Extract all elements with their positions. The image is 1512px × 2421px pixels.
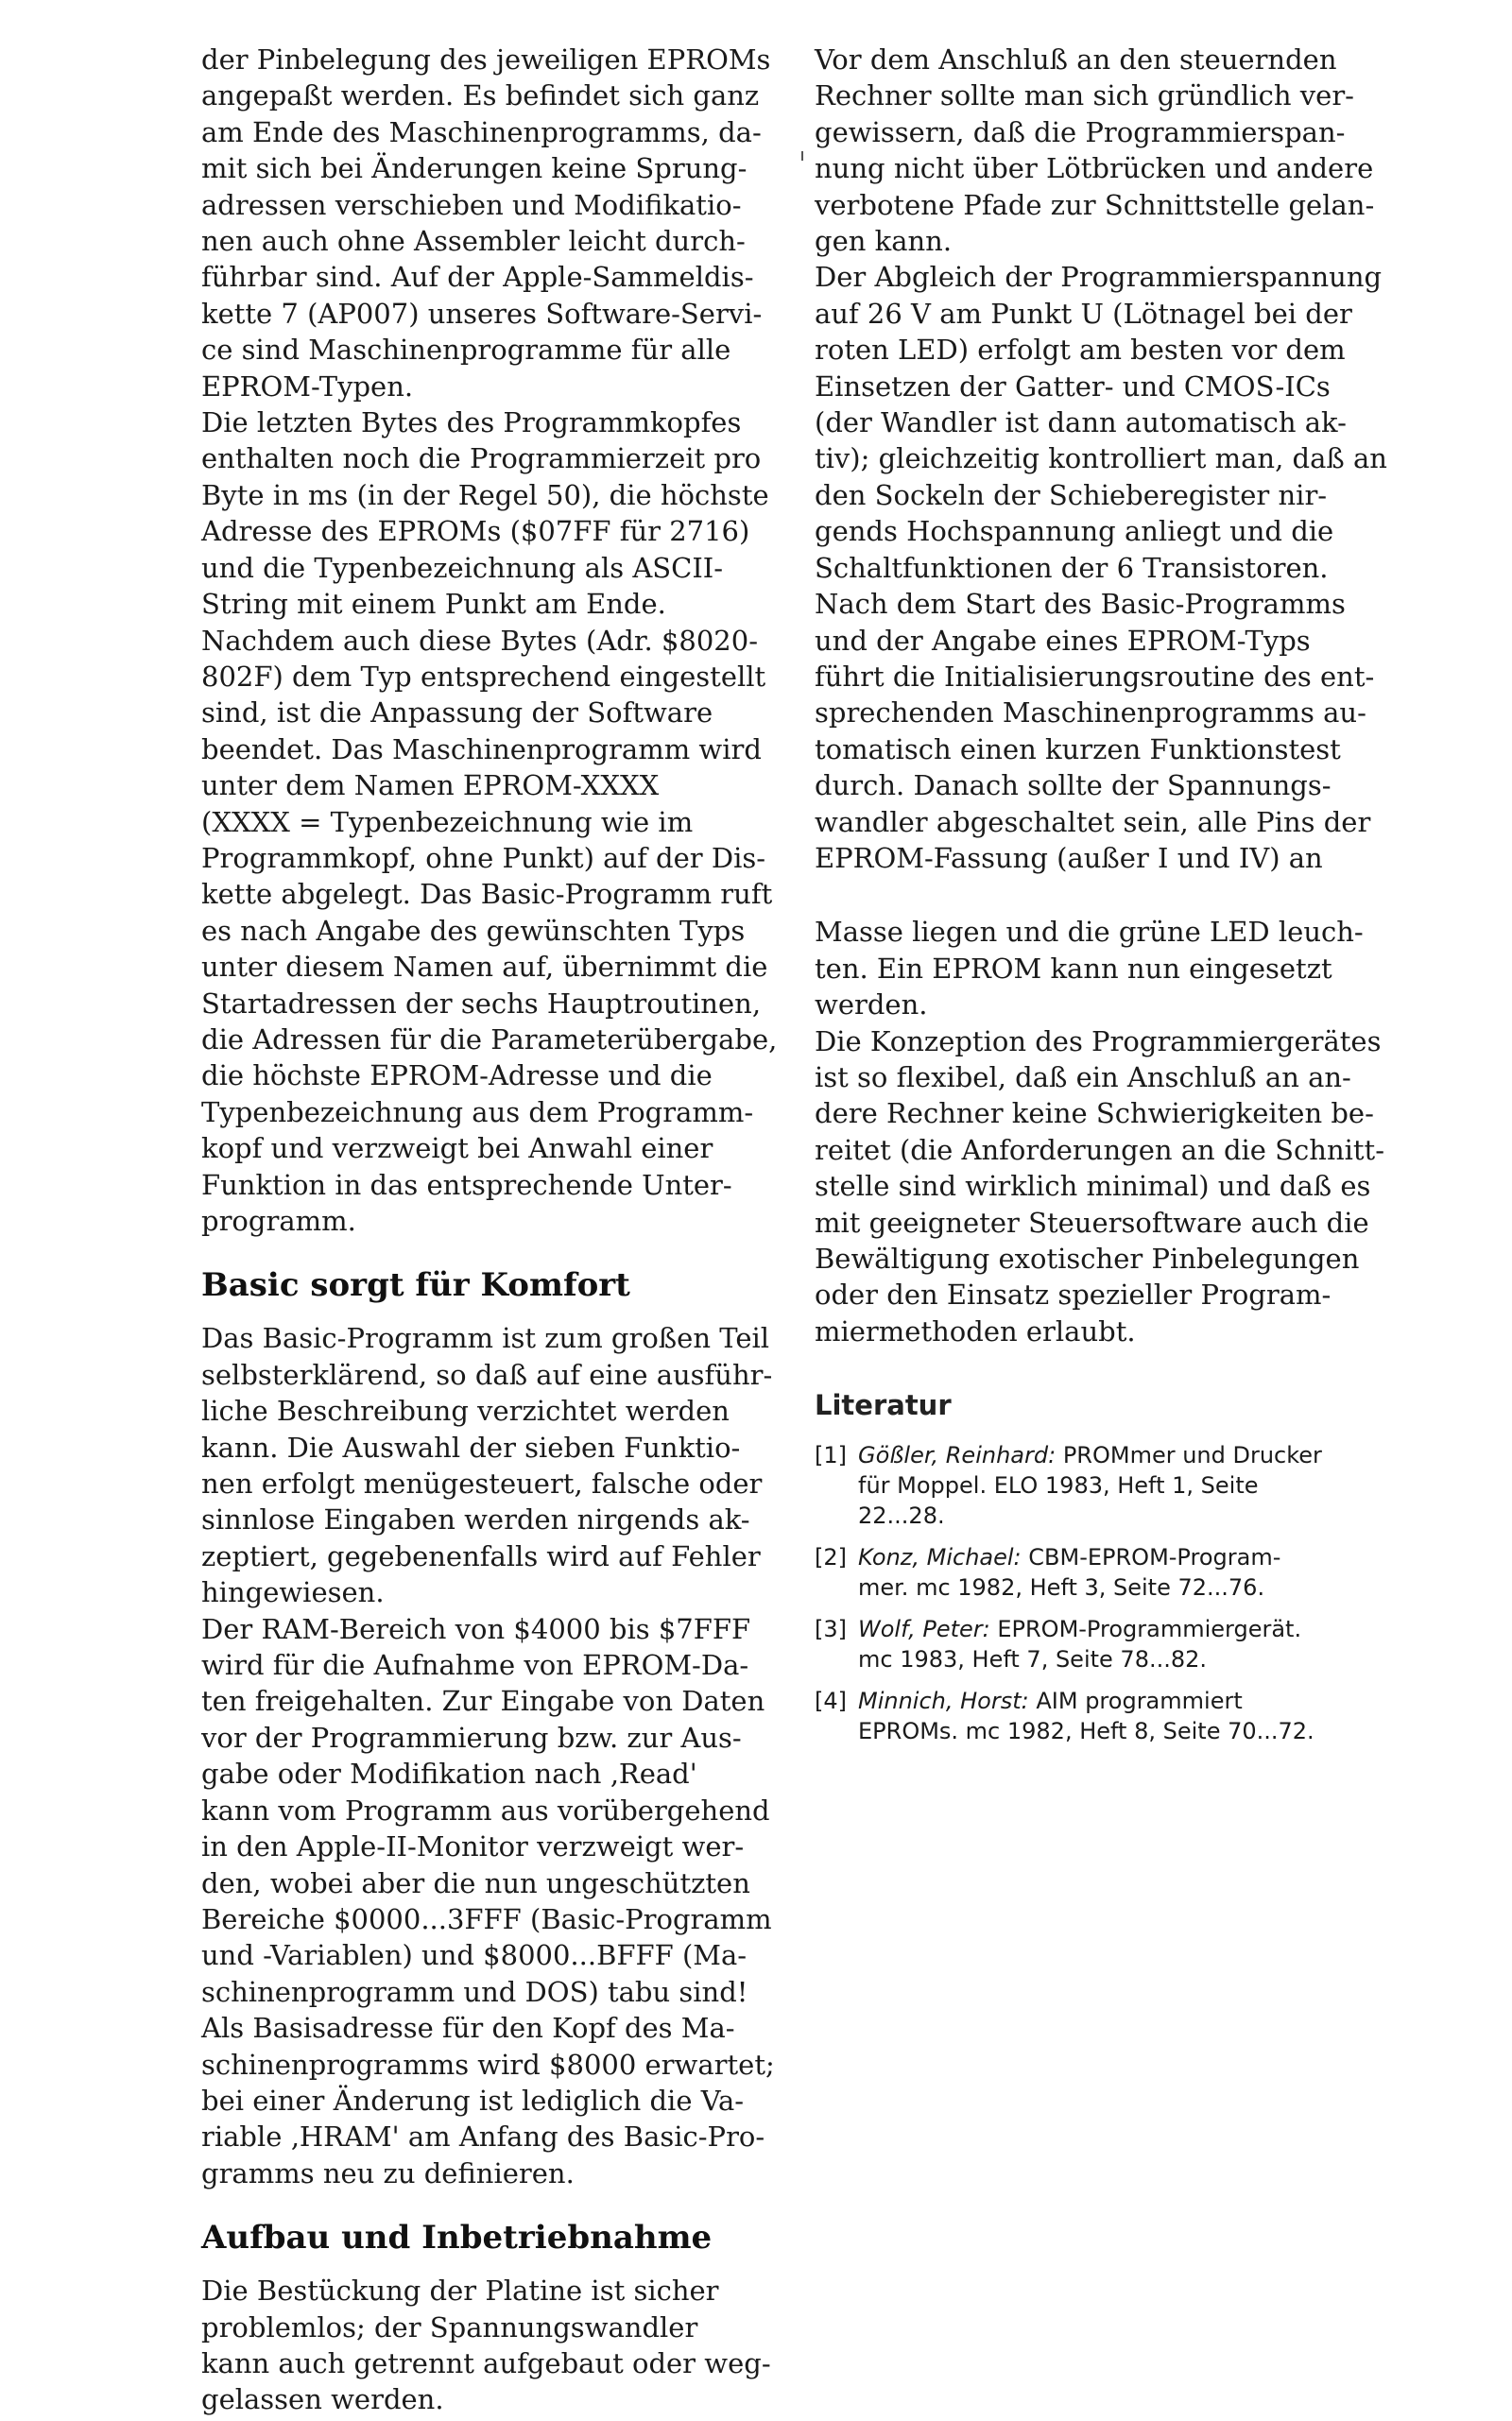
reference-item [815, 1542, 1382, 1603]
text-line: zeptiert, gegebenenfalls wird auf Fehler [201, 1539, 761, 1572]
paragraph [815, 259, 1387, 586]
text-line: Einsetzen der Gatter- und CMOS-ICs [815, 369, 1331, 403]
reference-continuation: mc 1983, Heft 7, Seite 78...82. [858, 1646, 1208, 1674]
left-column [201, 42, 778, 2418]
text-line: stelle sind wirklich minimal) und daß es [815, 1170, 1371, 1203]
text-line: angepaßt werden. Es befindet sich ganz [201, 79, 760, 112]
reference-first-line [815, 1442, 1322, 1468]
text-line: Funktion in das entsprechende Unter- [201, 1168, 732, 1201]
text-line: ten. Ein EPROM kann nun eingesetzt [815, 952, 1332, 985]
text-line: beendet. Das Maschinenprogramm wird [201, 732, 762, 765]
text-line: Nach dem Start des Basic-Programms [815, 588, 1346, 621]
text-line: kette 7 (AP007) unseres Software-Servi- [201, 297, 763, 330]
text-line: am Ende des Maschinenprogramms, da- [201, 115, 762, 148]
text-line: gelassen werden. [201, 2383, 444, 2416]
text-line: miermethoden erlaubt. [815, 1314, 1136, 1348]
section-heading: Aufbau und Inbetriebnahme [201, 2219, 713, 2258]
text-line: sinnlose Eingaben werden nirgends ak- [201, 1503, 750, 1537]
text-line: Adresse des EPROMs ($07FF für 2716) [201, 515, 750, 548]
reference-number: [4] [815, 1688, 847, 1715]
reference-item [815, 1614, 1382, 1674]
text-line: gends Hochspannung anliegt und die [815, 515, 1334, 548]
reference-number: [1] [815, 1442, 847, 1469]
text-line: selbsterklärend, so daß auf eine ausführ- [201, 1358, 773, 1391]
right-column [815, 42, 1387, 1758]
text-line: führbar sind. Auf der Apple-Sammeldis- [201, 261, 754, 294]
text-line: Bewältigung exotischer Pinbelegungen [815, 1243, 1360, 1275]
text-line: gewissern, daß die Programmierspan- [815, 115, 1346, 148]
text-line: ten freigehalten. Zur Eingabe von Daten [201, 1685, 765, 1718]
text-line: wird für die Aufnahme von EPROM-Da- [201, 1649, 749, 1682]
text-line: Startadressen der sechs Hauptroutinen, [201, 987, 762, 1020]
text-line: gramms neu zu definieren. [201, 2156, 575, 2189]
text-line: Der RAM-Bereich von $4000 bis $7FFF [201, 1612, 751, 1645]
text-line: unter diesem Namen auf, übernimmt die [201, 951, 768, 984]
text-line: nung nicht über Lötbrücken und andere [815, 152, 1374, 185]
reference-author: Minnich, Horst: [858, 1688, 1029, 1715]
text-line: (XXXX = Typenbezeichnung wie im [201, 805, 694, 838]
paragraph [815, 1023, 1385, 1350]
text-line: problemlos; der Spannungswandler [201, 2310, 698, 2344]
text-line: ce sind Maschinenprogramme für alle [201, 334, 731, 367]
reference-first-line [815, 1688, 1243, 1714]
text-line: nen erfolgt menügesteuert, falsche oder [201, 1468, 763, 1501]
text-line: adressen verschieben und Modifikatio- [201, 188, 742, 221]
text-line: riable ‚HRAM' am Anfang des Basic-Pro- [201, 2121, 765, 2154]
text-line: mit sich bei Änderungen keine Sprung- [201, 152, 747, 185]
reference-continuation: EPROMs. mc 1982, Heft 8, Seite 70...72. [858, 1718, 1314, 1745]
text-line: Schaltfunktionen der 6 Transistoren. [815, 551, 1329, 584]
text-line: Rechner sollte man sich gründlich ver- [815, 79, 1354, 112]
text-line: dere Rechner keine Schwierigkeiten be- [815, 1097, 1374, 1130]
reference-item [815, 1440, 1382, 1531]
text-line: reitet (die Anforderungen an die Schnitt- [815, 1133, 1385, 1166]
text-line: Masse liegen und die grüne LED leuch- [815, 916, 1364, 949]
reference-title: AIM programmiert [1028, 1688, 1243, 1715]
text-line: Nachdem auch diese Bytes (Adr. $8020- [201, 624, 758, 657]
text-line: EPROM-Fassung (außer I und IV) an [815, 841, 1323, 874]
reference-first-line [815, 1616, 1301, 1642]
text-line: roten LED) erfolgt am besten vor dem [815, 334, 1346, 367]
text-line: gen kann. [815, 225, 953, 258]
text-line: in den Apple-II-Monitor verzweigt wer- [201, 1830, 745, 1863]
text-line: programm. [201, 1205, 356, 1237]
reference-list [815, 1440, 1382, 1746]
text-line: nen auch ohne Assembler leicht durch- [201, 225, 746, 258]
reference-title: EPROM-Programmiergerät. [989, 1616, 1302, 1643]
text-line: EPROM-Typen. [201, 369, 414, 403]
reference-number: [2] [815, 1544, 847, 1571]
text-line: der Pinbelegung des jeweiligen EPROMs [201, 43, 771, 76]
section-heading: Basic sorgt für Komfort [201, 1266, 630, 1305]
reference-item [815, 1686, 1382, 1746]
paragraph [201, 42, 771, 404]
paragraph [815, 586, 1382, 876]
text-line: Vor dem Anschluß an den steuernden [815, 43, 1337, 76]
reference-author: Gößler, Reinhard: [858, 1442, 1057, 1469]
text-line: ist so flexibel, daß ein Anschluß an an- [815, 1060, 1351, 1093]
reference-first-line [815, 1544, 1280, 1571]
reference-continuation: 22...28. [858, 1502, 945, 1530]
text-line: liche Beschreibung verzichtet werden [201, 1395, 730, 1428]
text-line: Bereiche $0000...3FFF (Basic-Programm [201, 1902, 772, 1935]
text-line: und der Angabe eines EPROM-Typs [815, 624, 1311, 657]
text-line: kann auch getrennt aufgebaut oder weg- [201, 2346, 771, 2379]
text-line: den, wobei aber die nun ungeschützten [201, 1866, 750, 1899]
paragraph [815, 42, 1382, 259]
reference-number: [3] [815, 1616, 847, 1643]
text-line: Byte in ms (in der Regel 50), die höchste [201, 478, 769, 511]
text-line: Als Basisadresse für den Kopf des Ma- [201, 2012, 735, 2045]
reference-title: CBM-EPROM-Program- [1021, 1544, 1281, 1571]
text-line: oder den Einsatz spezieller Program- [815, 1279, 1332, 1312]
text-line: 802F) dem Typ entsprechend eingestellt [201, 660, 766, 693]
text-line: die höchste EPROM-Adresse und die [201, 1059, 713, 1092]
literature-heading: Literatur [815, 1389, 952, 1422]
reference-title: PROMmer und Drucker [1056, 1442, 1322, 1469]
text-line: sprechenden Maschinenprogramms au- [815, 696, 1366, 730]
text-line: sind, ist die Anpassung der Software [201, 696, 713, 730]
text-line: verbotene Pfade zur Schnittstelle gelan- [815, 188, 1375, 221]
text-line: vor der Programmierung bzw. zur Aus- [201, 1721, 742, 1754]
text-line: schinenprogramms wird $8000 erwartet; [201, 2048, 775, 2081]
paragraph [201, 404, 768, 622]
text-line: und die Typenbezeichnung als ASCII- [201, 551, 724, 584]
text-line: die Adressen für die Parameterübergabe, [201, 1022, 778, 1056]
text-line: wandler abgeschaltet sein, alle Pins der [815, 805, 1371, 838]
text-line: Das Basic-Programm ist zum großen Teil [201, 1322, 770, 1355]
text-line: unter dem Namen EPROM-XXXX [201, 769, 660, 802]
text-line: gabe oder Modifikation nach ‚Read' [201, 1758, 697, 1791]
text-line: es nach Angabe des gewünschten Typs [201, 914, 746, 947]
text-line: auf 26 V am Punkt U (Lötnagel bei der [815, 297, 1352, 330]
reference-author: Konz, Michael: [858, 1544, 1022, 1571]
scan-mark [801, 151, 803, 161]
paragraph [201, 2273, 771, 2418]
paragraph [201, 1320, 773, 1610]
text-line: hingewiesen. [201, 1576, 385, 1609]
text-line: enthalten noch die Programmierzeit pro [201, 442, 762, 475]
text-line: kann. Die Auswahl der sieben Funktio- [201, 1431, 741, 1464]
text-line: den Sockeln der Schieberegister nir- [815, 478, 1328, 511]
reference-continuation: für Moppel. ELO 1983, Heft 1, Seite [858, 1472, 1259, 1500]
text-line: Typenbezeichnung aus dem Programm- [201, 1095, 754, 1128]
text-line: durch. Danach sollte der Spannungs- [815, 769, 1332, 802]
text-line: tiv); gleichzeitig kontrolliert man, daß an [815, 442, 1387, 475]
text-line: Die Konzeption des Programmiergerätes [815, 1024, 1382, 1057]
text-line: schinenprogramm und DOS) tabu sind! [201, 1975, 748, 2008]
text-line: werden. [815, 988, 928, 1022]
text-line: Die letzten Bytes des Programmkopfes [201, 406, 742, 439]
text-line: tomatisch einen kurzen Funktionstest [815, 732, 1341, 765]
text-line: kette abgelegt. Das Basic-Programm ruft [201, 878, 773, 911]
reference-continuation: mer. mc 1982, Heft 3, Seite 72...76. [858, 1574, 1265, 1602]
text-line: Programmkopf, ohne Punkt) auf der Dis- [201, 841, 766, 874]
text-line: mit geeigneter Steuersoftware auch die [815, 1206, 1369, 1239]
text-line: (der Wandler ist dann automatisch ak- [815, 406, 1347, 439]
text-line: String mit einem Punkt am Ende. [201, 588, 666, 621]
text-line: kann vom Programm aus vorübergehend [201, 1794, 770, 1827]
text-line: Der Abgleich der Programmierspannung [815, 261, 1383, 294]
column-gap [815, 876, 1382, 914]
text-line: und -Variablen) und $8000...BFFF (Ma- [201, 1939, 747, 1972]
paragraph [201, 1611, 775, 2192]
reference-author: Wolf, Peter: [858, 1616, 990, 1643]
paragraph [815, 914, 1382, 1022]
text-line: bei einer Änderung ist lediglich die Va- [201, 2084, 745, 2117]
text-line: Die Bestückung der Platine ist sicher [201, 2275, 719, 2308]
paragraph [201, 623, 778, 1240]
text-line: kopf und verzweigt bei Anwahl einer [201, 1132, 713, 1165]
text-line: führt die Initialisierungsroutine des ent- [815, 660, 1375, 693]
